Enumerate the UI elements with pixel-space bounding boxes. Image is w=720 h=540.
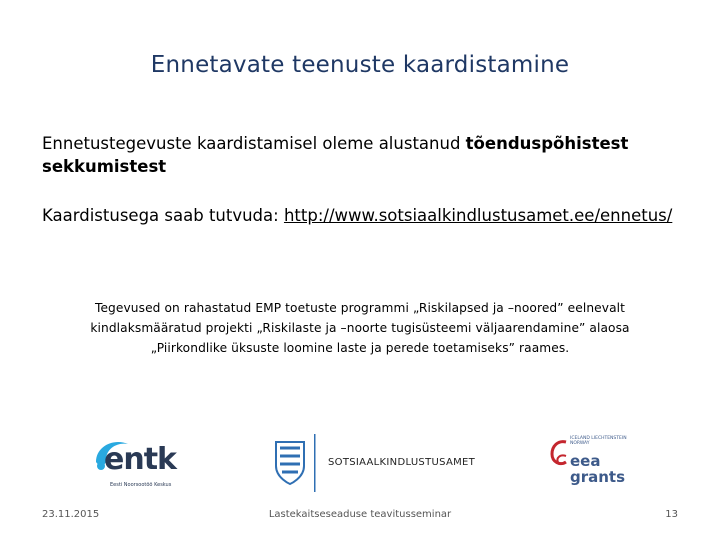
eea-countries: ICELAND LIECHTENSTEIN NORWAY [570,436,627,446]
entk-wordmark: entk [104,442,176,477]
eea-heart-icon [548,436,572,492]
funding-note-line3: „Piirkondlike üksuste loomine laste ja perede toetamiseks” raames. [150,341,570,355]
sotsiaalkindlustusamet-logo [272,432,476,494]
paragraph-mapping-text: Ennetustegevuste kaardistamisel oleme alustanud [42,134,466,153]
entk-subtitle: Eesti Noorsootöö Keskus [110,482,172,488]
footer-page-number: 13 [665,509,678,520]
eea-wordmark: eea [570,452,601,470]
paragraph-mapping-bold: tõenduspõhistest sekkumistest [42,134,629,176]
paragraph-link [42,204,702,227]
paragraph-link-label: Kaardistusega saab tutvuda: [42,206,284,225]
ennetus-link[interactable]: http://www.sotsiaalkindlustusamet.ee/ennetus/ [283,206,673,225]
grants-wordmark: grants [570,468,626,486]
footer-date: 23.11.2015 [42,509,100,520]
coat-of-arms-icon [272,432,322,494]
footer-event: Lastekaitseseaduse teavitusseminar [268,509,452,520]
funding-note-line2: kindlaksmääratud projekti „Riskilaste ja –noorte tugisüsteemi väljaarendamine” alaosa [90,321,630,335]
funding-note [62,298,658,358]
eea-grants-logo [548,436,638,492]
entk-logo [92,436,192,496]
sotsiaalkindlustusamet-wordmark: SOTSIAALKINDLUSTUSAMET [328,457,476,468]
funding-note-line1: Tegevused on rahastatud EMP toetuste programmi „Riskilapsed ja –noored” eelnevalt [94,301,626,315]
paragraph-mapping [42,132,682,178]
slide-title: Ennetavate teenuste kaardistamine [150,52,570,78]
